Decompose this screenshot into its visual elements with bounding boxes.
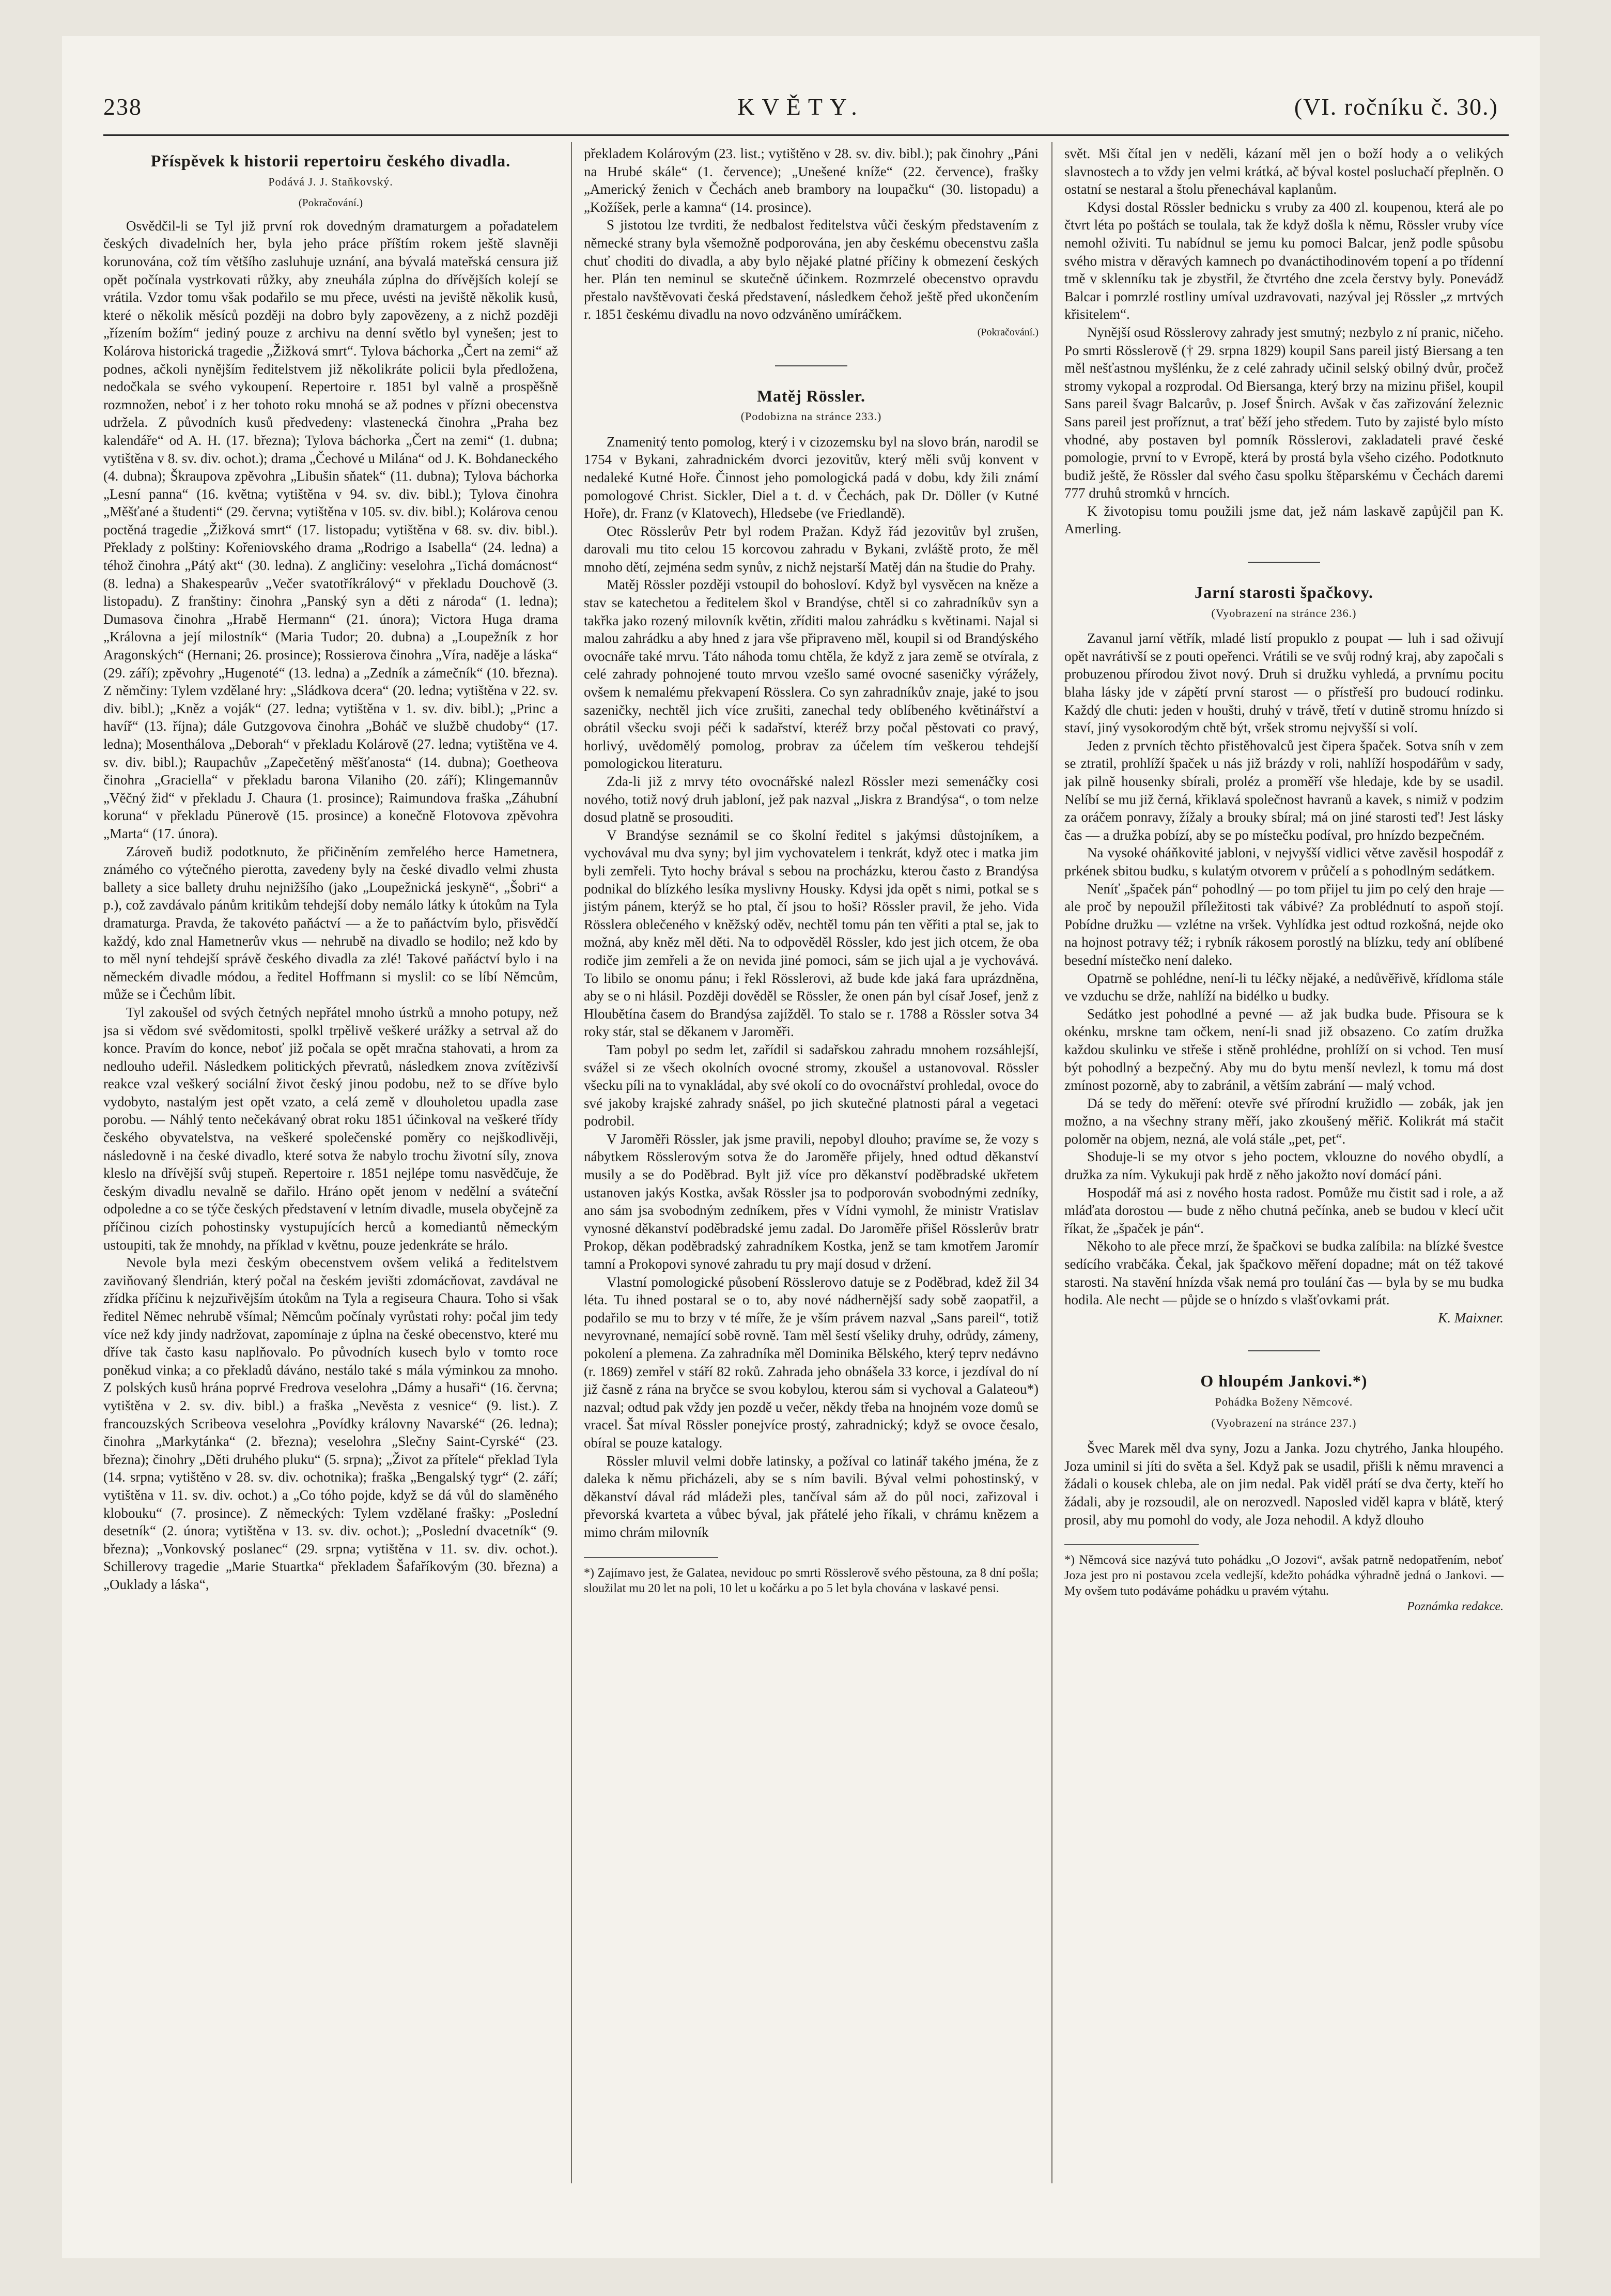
header-rule [103,134,1509,136]
article-title: Jarní starosti špačkovy. [1194,583,1374,602]
article-title: Matěj Rössler. [756,386,866,405]
footnote: *) Zajímavo jest, že Galatea, nevidouc po smrti Rösslerově svého pěstouna, za 8 dní pošla; sloužilat mu 20 let na poli, 10 let u kočárku a po 5 let byla chována v laskavé pensi. [584,1566,1039,1595]
author-signature: K. Maixner. [1438,1309,1504,1326]
column-separator [571,142,572,2183]
paragraph: Shoduje-li se my otvor s jeho poctem, vklouzne do nového obydlí, a družka za ním. Vykukuji pak hrdě z něho jakožto noví domácí páni. [1064,1149,1504,1183]
paragraph: Nevole byla mezi českým obecenstvem ovšem veliká a ředitelstvem zaviňovaný šlendrián, který počal na českém jevišti zdomácňovat, zavdával ne zřídka příčinu k nejzuřivějším útokům na Tyla a regiseura Chaura. Toho si však ředitel Němec nehrubě všímal; Němcům počínaly vyrůstati rohy: počal jim tedy více než kdy jindy nadržovat, zapomínaje z úplna na české obecenstvo, které mu dříve tak často kasu naplňovalo. Po původních kusech bylo v tomto roce poněkud vinka; a co překladů dáváno, nestálo také s mála výminkou za mnoho. Z polských kusů hrána poprvé Fredrova veselohra „Dámy a husaři“ (16. června; vytištěna v 2. sv. div. bibl.) a fraška „Nevěsta z vesnice“ (9. list.). Z francouzských Scribeova veselohra „Povídky královny Navarské“ (26. ledna); činohra „Markytánka“ (2. března); veselohra „Slečny Saint-Cyrské“ (23. března); činohry „Děti druhého pluku“ (5. srpna); „Život za přítele“ překlad Tyla (14. srpna; vytištěno v 28. sv. div. ochotnika); fraška „Bengalský tygr“ (2. září; vytištěna v 11. sv. div. ochot.) a „Co tóho pojde, když se dá vůl do slaměného klobouku“ (7. prosince). Z německých: Tylem vzdělané frašky: „Poslední desetník“ (2. února; vytištěna v 13. sv. div. ochot.); „Poslední dvacetník“ (9. března); „Vonkovský poslanec“ (29. srpna; vytištěna v 11. sv. div. ochot.). Schillerovy tragedie „Marie Stuartka“ překladem Šafaříkovým (30. března) a „Ouklady a láska“, [103,1255,558,1592]
paragraph: Osvědčil-li se Tyl již první rok dovedným dramaturgem a pořadatelem českých divadelních her, byla jeho práce příštím rokem ještě slavněji korunována, což tím většího zasluhuje uznání, ana bývalá mateřská censura již opět počínala vystrkovati růžky, aby zneuhála zúplna do dřívějších kolejí se vrátila. Vzdor tomu však podařilo se mu přece, uvésti na jeviště několik kusů, které o několik měsíců později na dobro byly zapovězeny, a z nichž později „řízením božím“ jediný pouze z archivu na denní světlo byl vynešen; jest to Kolárova historická tragedie „Žižková smrt“. Tylova báchorka „Čert na zemi“ až podnes, ačkoli nynějším ředitelstvem již několikráte policii byla předložena, nedočkala se svého vykoupení. Repertoire r. 1851 byl valně a prospěšně rozmnožen, neboť i z her tohoto roku mnohá se až podnes v přízni obecenstva udržela. Z původních kusů předvedeny: vlastenecká činohra „Praha bez kalendáře“ od A. H. (17. března); Tylova báchorka „Čert na zemi“ (1. dubna; vytištěna v 8. sv. div. ochot.); drama „Čechové u Milána“ od J. K. Bohdaneckého (4. dubna); Škraupova zpěvohra „Libušin sňatek“ (11. dubna); Tylova báchorka „Lesní panna“ (16. května; vytištěna v 94. sv. div. bibl.); Tylova činohra „Měšťané a študenti“ (29. června; vytištěna v 105. sv. div. bibl.); Kolárova cenou poctěná tragedie „Žižková smrt“ (17. listopadu; vytištěna v 68. sv. div. bibl.). Překlady z polštiny: Kořeniovského drama „Rodrigo a Isabella“ (24. ledna) a téhož činohra „Pátý akt“ (30. ledna). Z angličiny: veselohra „Tichá domácnost“ (8. ledna) a Shakespearův „Večer svatotříkrálový“ v překladu Douchově (3. listopadu). Z franštiny: činohra „Panský syn a děti z národa“ (1. ledna); Dumasova činohra „Hrabě Hermann“ (21. února); Victora Huga drama „Královna a její milostník“ (Maria Tudor; 20. dubna) a „Loupežník z hor Aragonských“ (Hernani; 26. prosince); Rossierova činohra „Víra, naděje a láska“ (29. září); zpěvohry „Hugenoté“ (13. ledna) a „Zedník a zámečník“ (10. března). Z němčiny: Tylem vzdělané hry: „Sládkova dcera“ (20. ledna; vytištěna v 22. sv. div. bibl.); „Kněz a voják“ (27. ledna; vytištěna v 1. sv. div. bibl.); „Princ a havíř“ (13. října); dále Gutzgovova činohra „Boháč ve službě chudoby“ (17. ledna); Mosenthálova „Deborah“ v překladu Kolárově (27. ledna; vytištěna ve 4. sv. div. bibl.); Raupachův „Zapečetěný měšťanosta“ (14. dubna); Goetheova činohra „Graciella“ v překladu barona Vilaniho (20. září); Klingemannův „Věčný žid“ v překladu J. Chaura (1. prosince); Raimundova fraška „Záhubní koruna“ v překladu Pünerově (15. prosince) a konečně Flotovova zpěvohra „Marta“ (17. února). [103,218,558,841]
paragraph: Sedátko jest pohodlné a pevné — až jak budka bude. Přisoura se k okénku, mrskne tam očkem, není-li snad již obsazeno. Co zatím družka každou skulinku ve střeše i stěně prohlédne, prohlíží on si vchod. Ten musí být pohodlný a bezpečný. Aby mu do bytu menší nevlezl, k tomu má dost zmínost pozorně, aby to zabránil, a větším zabrání — malý vchod. [1064,1006,1504,1093]
divider [1248,562,1320,563]
paragraph: Otec Rösslerův Petr byl rodem Pražan. Když řád jezovitův byl zrušen, darovali mu tito celou 15 korcovou zahradu v Bykani, zvláště proto, že měl mnoho dětí, zejména sedm synův, z nichž nejstarší Matěj dán na študie do Prahy. [584,523,1039,575]
footnote-rule [1064,1544,1199,1545]
paragraph: Opatrně se pohlédne, není-li tu léčky nějaké, a nedůvěřivě, křídloma stále ve vzduchu se drže, nahlíží na bidélko u budky. [1064,970,1504,1004]
paragraph: S jistotou lze tvrditi, že nedbalost ředitelstva vůči českým představením z německé strany byla všemožně podporována, jen aby českému obecenstvu zašla chuť choditi do divadla, a aby bylo nějaké platné příčiny k obmezení českých her. Plán ten neminul se skutečně účinkem. Rozmrzelé obecenstvo opravdu přestalo navštěvovati česká představení, následkem čehož ještě před ukončením r. 1851 českému divadlu na novo odzváněno umíráčkem. [584,217,1039,322]
paragraph: Zavanul jarní větřík, mladé listí propuklo z poupat — luh i sad oživují opět navrátivší se z pouti opeřenci. Vrátili se ve svůj rodný kraj, aby započali s probuzenou přírodou život nový. Druh si družku vyhledá, a prvnímu pocitu blaha lásky jde v zápětí první starost — o přístřeší pro budoucí rodinku. Každý dle chuti: jeden v houšti, druhý v trávě, třetí v dutině stromu hnízdo si staví, jiný vysokorodým chtě být, vršek stromu nejvyšší si volí. [1064,630,1504,736]
paragraph: K životopisu tomu použili jsme dat, jež nám laskavě zapůjčil pan K. Amerling. [1064,503,1504,537]
article-title: O hloupém Jankovi.*) [1200,1372,1368,1391]
footnote: *) Němcová sice nazývá tuto pohádku „O Jozovi“, avšak patrně nedopatřením, neboť Joza jest pro ni postavou zcela vedlejší, kdežto pohádka výhradně jedná o Jankovi. — My ovšem tuto podáváme pohádku u pravém výtahu. [1064,1553,1504,1598]
paragraph: Matěj Rössler později vstoupil do bohosloví. Když byl vysvěcen na kněze a stav se katechetou a ředitelem škol v Brandýse, chtěl si co zahradníkův syn a takřka jako rozený milovník květin, zříditi malou zahrádku s květinami. Najal si malou zahrádku a aby hned z jara vše připraveno měl, koupil si od Brandýského ovocnáře také mrvu. Táto náhoda tomu chtěla, že když z jara země se otvírala, z celé zahrady pohnojené touto mrvou vzešlo samé ovocné saseničky výrážely, ovšem k nemalému překvapení Rösslera. Co syn zahradníkův znaje, jaké to jsou sazeničky, nechtěl jich více zrušiti, zanechal tedy oblíbeného květinářství a obrátil všecku svoji péči k sadařství, kteréž brzy počal pěstovati co pravý, horlivý, uvědomělý pomolog, probrav za účelem tím veškerou tehdejší pomologickou literaturu. [584,577,1039,772]
column-3 [1064,145,1504,1614]
paragraph: překladem Kolárovým (23. list.; vytištěno v 28. sv. div. bibl.); pak činohry „Páni na Hrubé skále“ (1. července); „Unešené kníže“ (22. července), frašky „Americký ženich v Čechách aneb brambory na loupačku“ (30. listopadu) a „Kožíšek, perle a kamna“ (14. prosince). [584,146,1039,215]
article-title: Příspěvek k historii repertoiru českého divadla. [150,151,511,170]
paragraph: Hospodář má asi z nového hosta radost. Pomůže mu čistit sad i role, a až mláďata dorostou — bude z něho chutná pečínka, aneb se budou v klecí učit říkat, že „špaček je pán“. [1064,1184,1504,1236]
newspaper-page [62,36,1540,2258]
paragraph: Nynější osud Rösslerovy zahrady jest smutný; nezbylo z ní pranic, ničeho. Po smrti Rösslerově († 29. srpna 1829) koupil Sans pareil jistý Biersang a ten měl nešťastnou myšlénku, že z celé zahrady učinil selský obilný dvůr, pročež stromy vykopal a rozprodal. Od Biersanga, který brzy na mizinu přišel, koupil Sans pareil švagr Balcarův, p. Josef Šnirch. Avšak v čas zařizování železnic Sans pareil jest proříznut, a trať běží jeho středem. Tuto by zajisté bylo místo vhodné, aby postaven byl pomník Rösslerovi, zakladateli pravé české pomologie, první to v Evropě, která by prostá byla všeho cizého. Podotknuto budiž ještě, že Rössler dal svého času spolku štěparskému v Čechách daremi 777 druhů stromků v hrncích. [1064,324,1504,501]
paragraph: Jeden z prvních těchto přistěhovalců jest čipera špaček. Sotva sníh v zem se ztratil, prohlíží špaček u nás již brázdy v roli, nahlíží hospodářům v sady, jak pilně housenky sbírali, proléz a proměří vše hledaje, kde by se usadil. Nelíbí se mu již černá, křiklavá společnost havranů a kavek, s nimiž v podzim za oráčem ponravy, žížaly a brouky sbíral; má on jiné starosti teď! Jest lásky čas — a družka pobízí, aby se po místečku podíval, pro hnízdo bezpečném. [1064,737,1504,843]
paragraph: Kdysi dostal Rössler bednicku s vruby za 400 zl. koupenou, která ale po čtvrt léta po poštách se toulala, tak že když došla k němu, Rössler vruby více nemohl oživiti. Tu nabídnul se jemu ku pomoci Balcar, jenž podle spůsobu svého mistra v děravých kamnech po dvanáctihodinovém topení a po třídenní tmě v sklenníku tak je zbystřil, že čtvrtého dne zcela čerstvy byly. Ponevádž Balcar i pomrzlé rostliny umíval uzdravovati, nazýval jej Rössler „z mrtvých křisitelem“. [1064,199,1504,322]
paragraph: Zároveň budiž podotknuto, že přičiněním zemřelého herce Hametnera, známého co výtečného pierotta, zavedeny byly na české divadlo velmi zhusta ballety a sice ballety druhu nejnižšího (jako „Loupežnická jeskyně“, „Šobri“ a p.), což zavdávalo pánům kritikům tehdejší doby nemálo látky k útokům na Tyla dramaturga. Pravda, že takovéto paňáctví — a že to paňáctvím bylo, přisvědčí každý, kdo znal Hametnerův vkus — nehrubě na divadlo se hodilo; než kdo by to měl nyní tehdejší správě českého divadla za zlé! Takové paňáctví bylo i na německém divadle módou, a ředitel Hoffmann si myslil: co se líbí Němcům, může se i Čechům líbit. [103,843,558,1003]
article-subtitle: (Vyobrazení na stránce 237.) [1211,1416,1357,1429]
continued-note: (Pokračování.) [977,326,1039,338]
paragraph: Znamenitý tento pomolog, který i v cizozemsku byl na slovo brán, narodil se 1754 v Bykani, zahradnickém dvorci jezovitův, který měli svůj konvent v nedaleké Kutné Hoře. Činnost jeho pomologická padá v dobu, kdy žili známí pomologové Christ. Sickler, Diel a t. d. v Čechách, pak Dr. Döller (v Kutné Hoře), dr. Franz (v Klatovech), Hledsebe (ve Friedlandě). [584,434,1039,521]
footnote-signature: Poznámka redakce. [1406,1600,1504,1614]
paragraph: Tyl zakoušel od svých četných nepřátel mnoho ústrků a mnoho potupy, než jsa si vědom své svědomitosti, spolkl trpělivě veškeré urážky a setrval až do konce. Pravím do konce, neboť již počala se opět mračna stahovati, a hrom za nedlouho udeřil. Následkem politických převratů, následkem znova zvítězivší reakce vzal veškerý sociální život český jinou podobu, než to se dříve bylo vydobyto, nastalým jest opět vzato, a celá země v dlouholetou upadla zase porobu. — Náhlý tento nečekávaný obrat roku 1851 účinkoval na veškeré třídy českého obyvatelstva, na veškeré společenské poměry co nejškodlivěji, následovně i na české divadlo, které sotva že nabylo trochu životní síly, znova kleslo na dřívější svůj stupeň. Repertoire r. 1851 nejlépe tomu nasvědčuje, že českým divadlu nevalně se dařilo. Hráno opět jenom v nedělní a sváteční odpoledne a co se týče českých představení v letním divadle, musela obyčejně za příčinou cizích pohostinsky vystupujících herců a komediantů německým ustoupiti, tak že mnohdy, na příklad v květnu, pouze jedenkráte se hrálo. [103,1004,558,1253]
paragraph: Švec Marek měl dva syny, Jozu a Janka. Jozu chytrého, Janka hloupého. Joza uminil si jíti do světa a šel. Když pak se usadil, přišli k němu mravenci a žádali o kousek chleba, ale on jim nedal. Pak viděl prátí se dva čerty, kteří ho žádali, aby je rozsoudil, ale on nerozvedl. Naposled viděl kapra v blátě, který prosil, aby mu pomohl do vody, ale Joza nehodil. A když dlouho [1064,1440,1504,1528]
paragraph: V Jaroměři Rössler, jak jsme pravili, nepobyl dlouho; pravíme se, že vozy s nábytkem Rösslerovým sotva že do Jaroměře přijely, hned odtud děkanství musily a se do Poděbrad. Bylt již více pro děkanství poděbradské ukřetem ustanoven jakýs Kostka, avšak Rössler jsa to podporován svobodnými zedníky, ano sám jsa svobodným zedníkem, přes v Vídni vymohl, že ministr Vratislav vynosné děkanství poděbradské jemu zadal. Do Jaroměře přišel Rösslerův bratr Prokop, děkan poděbradský zahradníkem Kostka, jenž se tam kmotřem Jaromír tamní a Prokopovi synové zahradu tu pry mají dosud v držení. [584,1131,1039,1272]
article-byline: Podává J. J. Staňkovský. [268,175,393,188]
divider [1248,1350,1320,1351]
volume-label: (VI. ročníku č. 30.) [1294,94,1498,120]
footnote-rule [584,1557,718,1558]
paragraph: Zda-li již z mrvy této ovocnářské nalezl Rössler mezi semenáčky cosi nového, totiž nový druh jabloní, jež pak nazval „Jiskra z Brandýsa“, o tom nelze dosud platně se prosouditi. [584,774,1039,825]
paragraph: Neníť „špaček pán“ pohodlný — po tom přijel tu jim po celý den hraje — ale proč by nepoužil příležitosti tak vábivé? Za problédnutí to aspoň stojí. Pobídne družku — vzlétne na vršek. Vyhlídka jest odtud rozkošná, nejde oko na hojnost potravy též; i rybník rákosem porostlý na blízku, tedy aní oblíbené besední místečko není daleko. [1064,881,1504,968]
continued-note: (Pokračování.) [298,196,363,209]
column-1 [103,145,558,1594]
column-separator [1051,142,1052,2183]
paragraph: svět. Mši čítal jen v neděli, kázaní měl jen o boží hody a o velikých slavnostech a to vždy jen velmi krátká, ač býval kostel posluchačí přeplněn. O ostatní se nestaral a štolu přenechával kaplanům. [1064,146,1504,197]
paragraph: Vlastní pomologické působení Rösslerovo datuje se z Poděbrad, kdež žil 34 léta. Tu ihned postaral se o to, aby nové nádhernější sady sobě zaopatřil, a podařilo se mu to brzy v té míře, že je vším právem nazval „Sans pareil“, totiž nevyrovnané, nemající sobě rovně. Tam měl šestí všeliky druhy, odrůdy, zámeny, pokolení a plemena. Za zahradníka měl Dominika Bělského, který teprv nedávno (r. 1869) zemřel v stáří 82 roků. Zahrada jeho obnášela 33 korce, i jezdíval do ní již časně z rána na bryčce se svou kobylou, kterou sám si vychoval a Galateou*) nazval; odtud pak vždy jen pozdě u večer, někdy třeba na hnojném voze domů se vracel. Šat míval Rössler ponejvíce prostý, zahradnický; když se ovoce česalo, obíral se pouze katalogy. [584,1274,1039,1451]
paragraph: Rössler mluvil velmi dobře latinsky, a požíval co latinář takého jména, že z daleka k němu přicházeli, aby se s ním bavili. Býval velmi pohostinský, v děkanství dával rád mládeži ples, tančíval sám až do půl noci, zařizoval i převorská kvarteta a vůbec býval, jak přátelé jeho říkali, v chrámu knězem a mimo chrám milovník [584,1453,1039,1540]
journal-title: KVĚTY. [737,94,864,120]
paragraph: V Brandýse seznámil se co školní ředitel s jakýmsi důstojníkem, a vychovával mu dva syny; byl jim vychovatelem i tenkrát, když otec i matka jim byli zemřeli. Tyto hochy brával s sebou na procházku, kterou často z Brandýsa podnikal do blízkého lesíka myslivny Housky. Kdysi jda opět s nimi, potkal se s jistým pánem, kterýž se ho ptal, čí jsou to hoši? Rössler pravil, že jeho. Vida Rösslera oblečeného v kněžský oděv, nechtěl tomu pán ten věřiti a ptal se, jak to možná, aby kněz měl děti. Na to odpověděl Rössler, kdo jest jich otcem, že oba rodiče jim zemřeli a že on nevida jiné pomoci, sám se jich ujal a je vychovává. To libilo se onomu pánu; i řekl Rösslerovi, až bude kde jaká fara uprázdněna, aby se o ni hlásil. Později dověděl se Rössler, že onen pán byl císař Josef, jenž z Hloubětína časem do Brandýsa zajížděl. To stalo se r. 1788 a Rössler sotva 34 roky stár, stal se děkanem v Jaroměři. [584,827,1039,1040]
divider [775,365,847,366]
page-number: 238 [103,94,142,120]
paragraph: Na vysoké oháňkovité jabloni, v nejvyšší vidlici větve zavěsil hospodář z prkének sbitou budku, s kulatým otvorem v průčelí a s pohodlným sedátkem. [1064,845,1504,879]
paragraph: Někoho to ale přece mrzí, že špačkovi se budka zalíbila: na blízké švestce sedícího vrabčáka. Čekal, jak špačkovo měření dopadne; mát on též takové starosti. Na stavění hnízda však nemá pro toulání čas — byla by se mu budka hodila. Ale necht — půjde se o hnízdo s vlašťovkami prát. [1064,1238,1504,1308]
article-subtitle: (Podobizna na stránce 233.) [740,410,882,423]
article-subtitle: (Vyobrazení na stránce 236.) [1211,606,1357,620]
paragraph: Tam pobyl po sedm let, zařídil si sadařskou zahradu mnohem rozsáhlejší, svážel si ze všech okolních ovocné stromy, zkoušel a ustanovoval. Rössler všecku píli na to vynakládal, aby své okolí co do ovocnářství prohledal, ovoce do své jakoby krajské zahrady snášel, po jich skutečné platnosti páral a vegetaci podrobil. [584,1041,1039,1129]
paragraph: Dá se tedy do měření: otevře své přírodní kružidlo — zobák, jak jen možno, a na všechny strany měří, jako zkoušený měřič. Kolikrát má stačit poloměr na objem, nezná, ale volá stále „pet, pet“. [1064,1095,1504,1147]
article-byline: Pohádka Boženy Němcové. [1215,1395,1353,1408]
page-header [103,93,1498,129]
column-2 [584,145,1039,1596]
